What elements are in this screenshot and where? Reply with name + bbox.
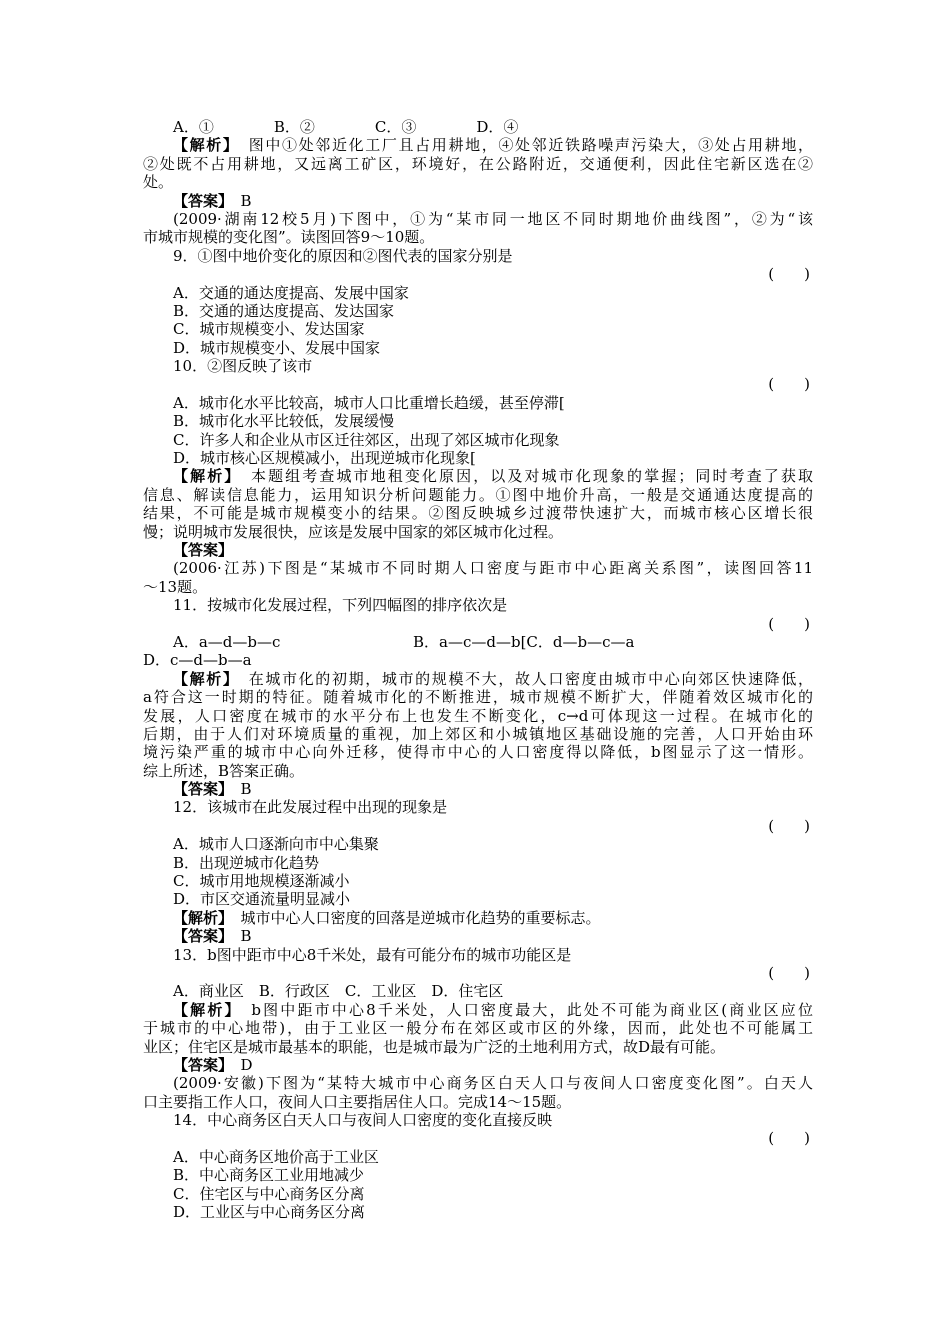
q8-analysis-line-3: 处。: [143, 173, 174, 192]
q11-bracket: ( ): [768, 614, 810, 633]
q13-answer: 【答案】 D: [173, 1055, 253, 1074]
q11-option-bc: B．a—c—d—b[C．d—b—c—a: [413, 632, 635, 651]
q13-options: A．商业区 B．行政区 C．工业区 D．住宅区: [173, 982, 504, 1001]
analysis-label: 【解析】: [173, 467, 234, 486]
answer-label: 【答案】: [173, 191, 226, 210]
q8-options: A．① B．② C．③ D．④: [173, 118, 519, 136]
q10-answer: [143, 541, 813, 559]
q11-analysis-line-5: 境污染严重的城市中心向外迁移，使得市中心的人口密度得以降低，b图显示了这一情形。: [143, 743, 813, 762]
q9-option-b: B．交通的通达度提高、发达国家: [173, 301, 395, 320]
intro-14-15-line-2: 口主要指工作人口，夜间人口主要指居住人口。完成14～15题。: [143, 1092, 572, 1111]
q12-option-d: D．市区交通流量明显减小: [173, 890, 351, 909]
q14-option-a: A．中心商务区地价高于工业区: [173, 1147, 379, 1166]
q10-stem: 10．②图反映了该市: [173, 357, 313, 376]
answer-label: 【答案】: [173, 780, 226, 799]
q8-answer: 【答案】 B: [173, 191, 252, 210]
q9-option-c: C．城市规模变小、发达国家: [173, 320, 365, 339]
q14-option-d: D．工业区与中心商务区分离: [173, 1203, 366, 1222]
q10-analysis-line-1: 【解析】 本题组考查城市地租变化原因，以及对城市化现象的掌握；同时考查了获取: [173, 467, 813, 486]
analysis-label: 【解析】: [173, 1000, 235, 1019]
q9-option-a: A．交通的通达度提高、发展中国家: [173, 283, 409, 302]
q14-option-b: B．中心商务区工业用地减少: [173, 1166, 365, 1185]
q8-analysis-line-2: ②处既不占用耕地，又远离工矿区，环境好，在公路附近，交通便利，因此住宅新区选在②: [143, 154, 813, 173]
analysis-label: 【解析】: [173, 908, 226, 927]
document-page: [143, 118, 813, 1221]
q11-analysis-line-1: 【解析】 在城市化的初期，城市的规模不大，故人口密度由城市中心向郊区快速降低，: [173, 669, 813, 688]
q10-option-c: C．许多人和企业从市区迁往郊区，出现了郊区城市化现象: [173, 430, 560, 449]
answer-label: 【答案】: [173, 927, 226, 946]
q11-options-row: [143, 633, 813, 651]
q12-option-b: B．出现逆城市化趋势: [173, 853, 320, 872]
q11-analysis-line-3: 发展，人口密度在城市的水平分布上也发生不断变化，c→d可体现这一过程。在城市化的: [143, 706, 813, 725]
q9-bracket: ( ): [768, 265, 810, 284]
q12-stem: 12．该城市在此发展过程中出现的现象是: [173, 798, 448, 817]
answer-label: 【答案】: [173, 1055, 226, 1074]
q11-analysis-line-2: a符合这一时期的特征。随着城市化的不断推进，城市规模不断扩大，伴随着效区城市化的: [143, 688, 813, 707]
q11-answer: 【答案】 B: [173, 780, 252, 799]
q9-option-d: D．城市规模变小、发展中国家: [173, 338, 381, 357]
q9-stem: 9．①图中地价变化的原因和②图代表的国家分别是: [173, 246, 513, 265]
q13-analysis-line-2: 于城市的中心地带)，由于工业区一般分布在郊区或市区的外缘，因而，此处也不可能属工: [143, 1019, 813, 1038]
q13-analysis-line-3: 业区；住宅区是城市最基本的职能，也是城市最为广泛的土地利用方式，故D最有可能。: [143, 1037, 726, 1056]
q11-option-d: D．c—d—b—a: [143, 651, 252, 670]
q12-option-a: A．城市人口逐渐向市中心集聚: [173, 835, 379, 854]
q13-stem: 13．b图中距市中心8千米处，最有可能分布的城市功能区是: [173, 945, 572, 964]
intro-14-15-line-1: (2009·安徽)下图为“某特大城市中心商务区白天人口与夜间人口密度变化图”。白天人: [173, 1074, 813, 1093]
q11-analysis-line-6: 综上所述，B答案正确。: [143, 761, 305, 780]
analysis-label: 【解析】: [173, 669, 233, 688]
q11-analysis-line-4: 后期，由于人们对环境质量的重视，加上郊区和小城镇地区基础设施的完善，人口开始由环: [143, 724, 813, 743]
q10-analysis-line-4: 慢；说明城市发展很快，应该是发展中国家的郊区城市化过程。: [143, 522, 564, 541]
q12-analysis: 【解析】 城市中心人口密度的回落是逆城市化趋势的重要标志。: [173, 908, 601, 927]
q12-option-c: C．城市用地规模逐渐减小: [173, 872, 350, 891]
analysis-label: 【解析】: [173, 136, 233, 155]
q10-analysis-line-3: 结果，不可能是城市规模变小的结果。②图反映城乡过渡带快速扩大，而城市核心区增长很: [143, 504, 813, 523]
q12-answer: 【答案】 B: [173, 927, 252, 946]
q11-stem: 11．按城市化发展过程，下列四幅图的排序依次是: [173, 596, 508, 615]
q14-option-c: C．住宅区与中心商务区分离: [173, 1184, 365, 1203]
q13-bracket: ( ): [768, 963, 810, 982]
q11-option-a: A．a—d—b—c: [173, 632, 281, 651]
intro-9-10-line-1: (2009·湖南12校5月)下图中，①为“某市同一地区不同时期地价曲线图”，②为“该: [173, 209, 813, 228]
q13-analysis-line-1: 【解析】 b图中距市中心8千米处，人口密度最大，此处不可能为商业区(商业区应位: [173, 1000, 813, 1019]
answer-label: 【答案】: [173, 540, 234, 559]
q8-analysis-line-1: 【解析】 图中①处邻近化工厂且占用耕地，④处邻近铁路噪声污染大，③处占用耕地，: [173, 136, 813, 155]
q14-stem: 14．中心商务区白天人口与夜间人口密度的变化直接反映: [173, 1111, 553, 1130]
q10-bracket: ( ): [768, 375, 810, 394]
intro-11-13-line-2: ～13题。: [143, 577, 208, 596]
q10-option-d: D．城市核心区规模减小，出现逆城市化现象[: [173, 449, 476, 468]
q14-bracket: ( ): [768, 1129, 810, 1148]
q10-option-a: A．城市化水平比较高，城市人口比重增长趋缓，甚至停滞[: [173, 393, 565, 412]
intro-11-13-line-1: (2006·江苏)下图是“某城市不同时期人口密度与距市中心距离关系图”，读图回答11: [173, 559, 813, 578]
q12-bracket: ( ): [768, 816, 810, 835]
intro-9-10-line-2: 市城市规模的变化图”。读图回答9～10题。: [143, 228, 435, 247]
q10-option-b: B．城市化水平比较低，发展缓慢: [173, 412, 395, 431]
q10-analysis-line-2: 信息、解读信息能力，运用知识分析问题能力。①图中地价升高，一般是交通通达度提高的: [143, 485, 813, 504]
